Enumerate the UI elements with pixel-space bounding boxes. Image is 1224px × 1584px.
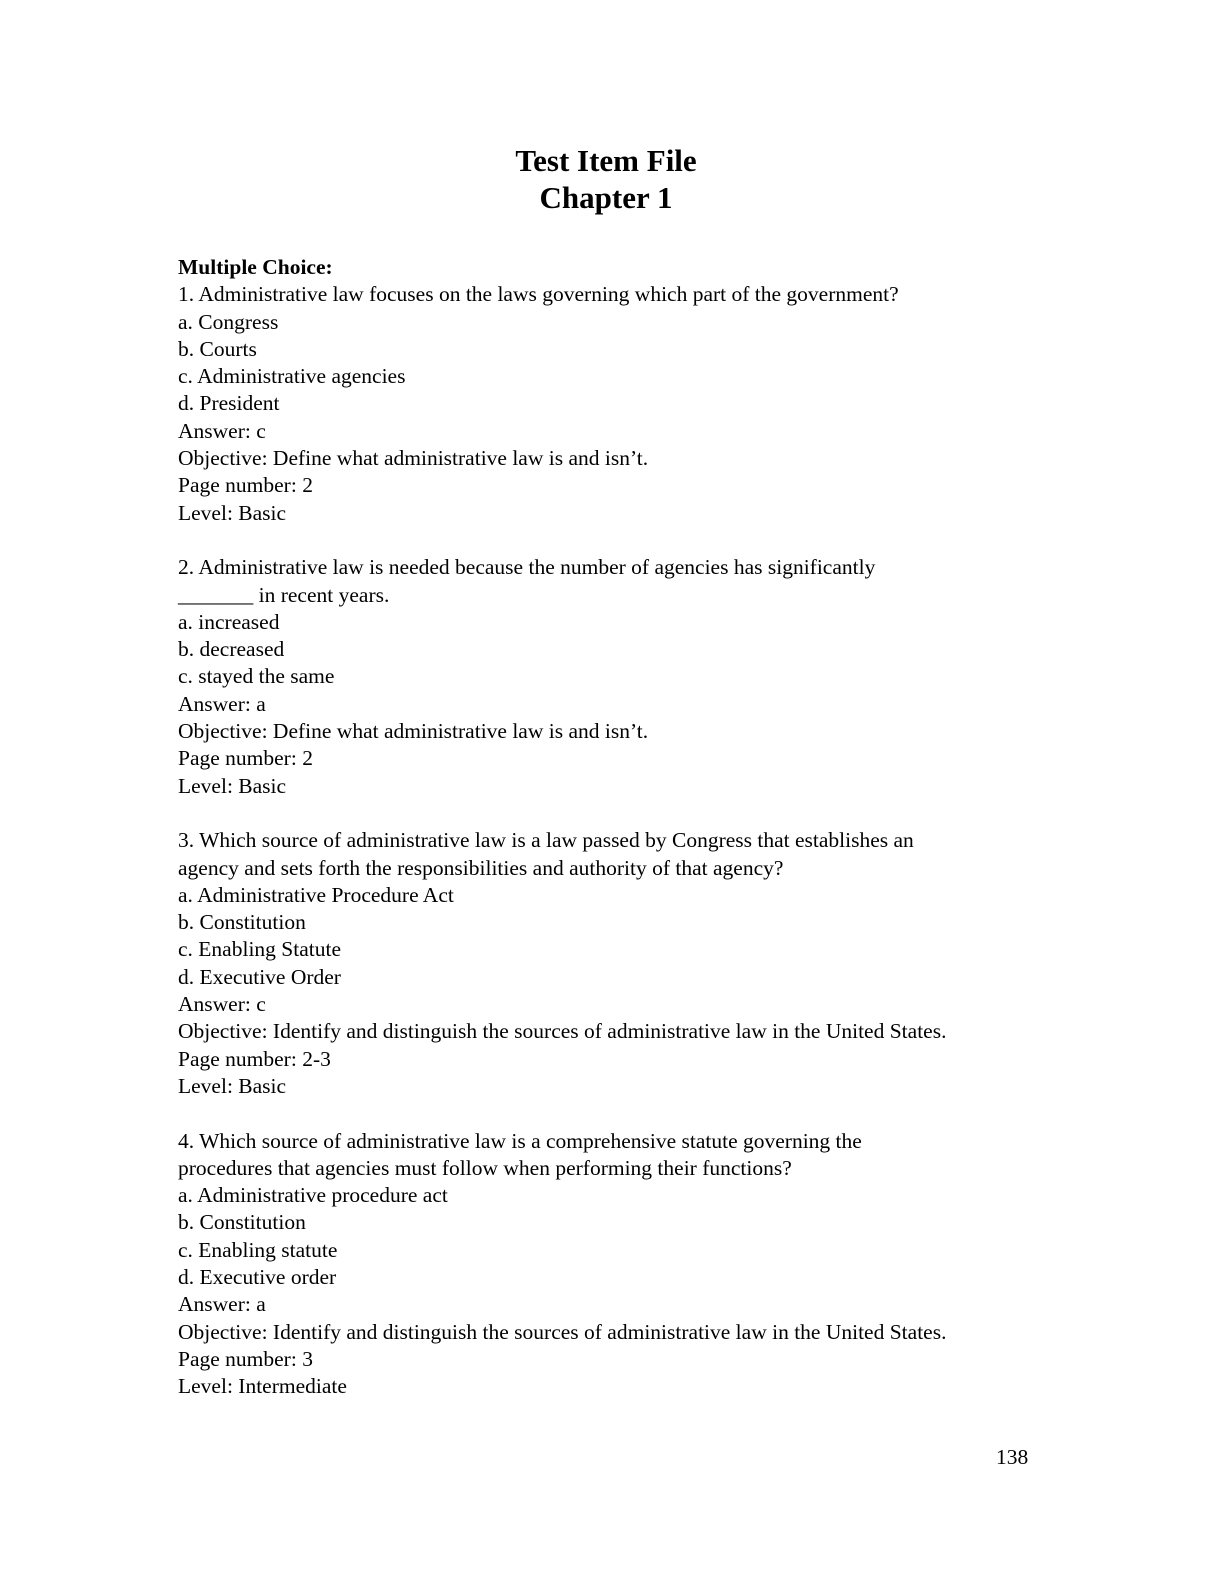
option-b: b. Constitution (178, 1210, 306, 1235)
page-footer-number: 138 (996, 1445, 1029, 1469)
question-text-continued: procedures that agencies must follow when performing their functions? (178, 1155, 792, 1180)
question-text-continued: agency and sets forth the responsibilities and authority of that agency? (178, 855, 784, 880)
objective: Objective: Identify and distinguish the sources of administrative law in the United States. (178, 1019, 947, 1044)
question-1 (178, 281, 1078, 527)
answer: Answer: a (178, 691, 266, 716)
option-d: d. Executive order (178, 1264, 337, 1289)
question-text: 3. Which source of administrative law is a law passed by Congress that establishes an (178, 828, 914, 853)
option-a: a. Administrative Procedure Act (178, 882, 454, 907)
option-b: b. Constitution (178, 910, 306, 935)
option-c: c. Administrative agencies (178, 364, 406, 389)
question-text: 1. Administrative law focuses on the laws governing which part of the government? (178, 282, 899, 307)
answer: Answer: a (178, 1292, 266, 1317)
option-c: c. Enabling statute (178, 1237, 338, 1262)
option-c: c. Enabling Statute (178, 937, 342, 962)
level: Level: Intermediate (178, 1374, 347, 1399)
option-a: a. Administrative procedure act (178, 1183, 448, 1208)
page-number-ref: Page number: 3 (178, 1346, 313, 1371)
page-number-ref: Page number: 2 (178, 746, 313, 771)
page-number-ref: Page number: 2-3 (178, 1046, 331, 1071)
question-list (178, 254, 1078, 1428)
option-c: c. stayed the same (178, 664, 335, 689)
answer: Answer: c (178, 992, 266, 1017)
question-text-continued: _______ in recent years. (178, 582, 390, 607)
level: Level: Basic (178, 1073, 287, 1098)
page-title (0, 142, 1212, 216)
option-a: a. increased (178, 609, 280, 634)
question-text: 4. Which source of administrative law is a comprehensive statute governing the (178, 1128, 862, 1153)
question-text: 2. Administrative law is needed because the number of agencies has significantly (178, 555, 876, 580)
option-a: a. Congress (178, 309, 279, 334)
section-heading: Multiple Choice: (178, 255, 333, 279)
question-3 (178, 827, 1078, 1100)
objective: Objective: Define what administrative law is and isn’t. (178, 719, 649, 744)
level: Level: Basic (178, 773, 287, 798)
title-line-1: Test Item File (515, 143, 697, 178)
level: Level: Basic (178, 500, 287, 525)
option-b: b. Courts (178, 336, 257, 361)
question-4 (178, 1128, 1078, 1401)
option-d: d. Executive Order (178, 964, 341, 989)
title-line-2: Chapter 1 (539, 180, 673, 215)
question-2 (178, 554, 1078, 800)
option-d: d. President (178, 391, 280, 416)
objective: Objective: Identify and distinguish the sources of administrative law in the United States. (178, 1319, 947, 1344)
objective: Objective: Define what administrative law is and isn’t. (178, 446, 649, 471)
answer: Answer: c (178, 418, 266, 443)
page-number-ref: Page number: 2 (178, 473, 313, 498)
option-b: b. decreased (178, 637, 285, 662)
